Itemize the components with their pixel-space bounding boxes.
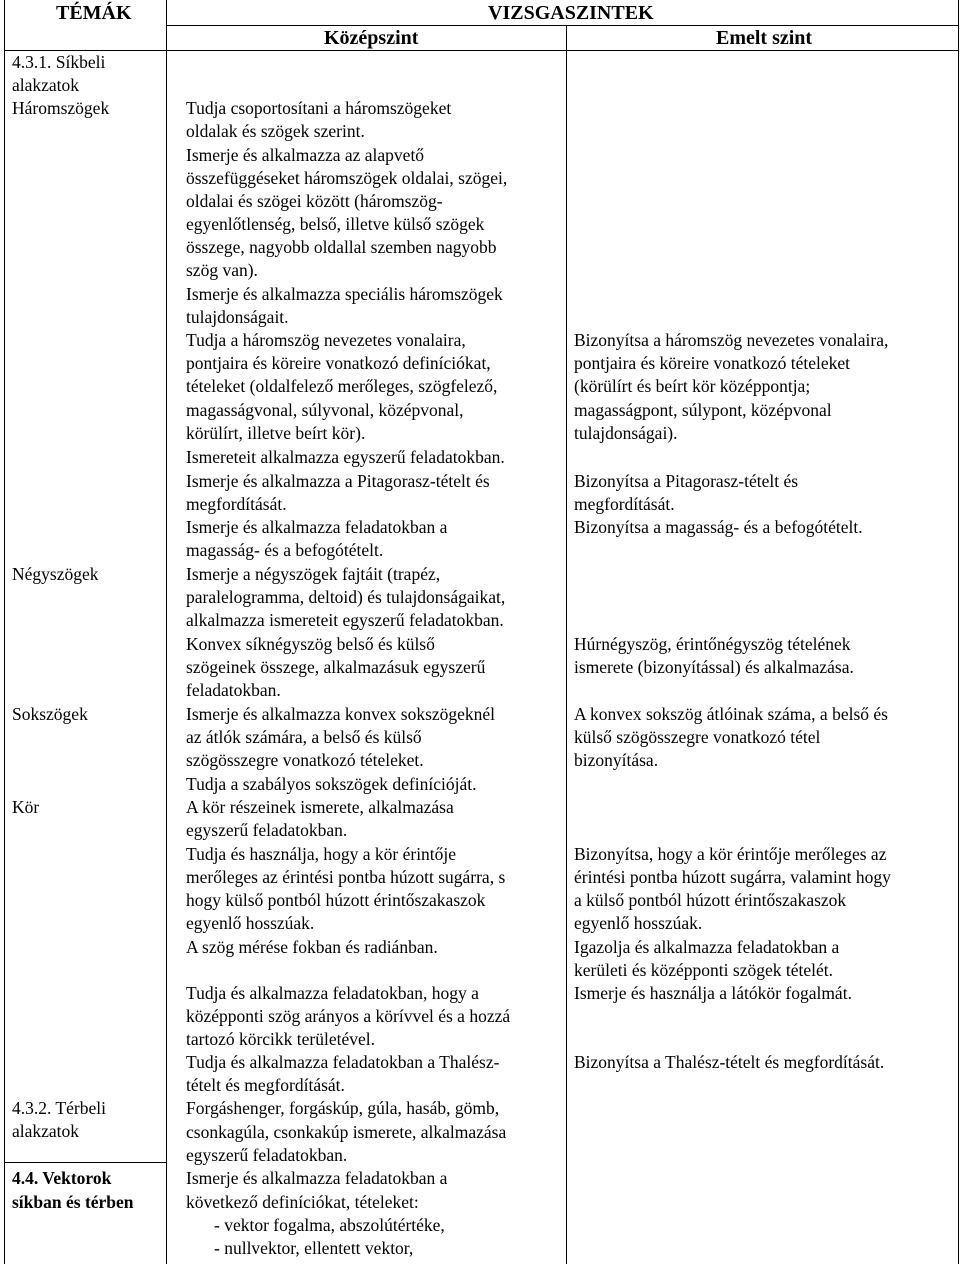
mid-level-line: középponti szög arányos a körívvel és a hozzá [186, 1006, 511, 1026]
mid-level-line: körülírt, illetve beírt kör). [186, 423, 366, 443]
advanced-level-line: Bizonyítsa a Thalész-tételt és megfordítását. [574, 1052, 885, 1072]
mid-level-line: megfordítását. [186, 494, 287, 514]
mid-level-line: Ismerje a négyszögek fajtáit (trapéz, [186, 564, 441, 584]
table-border-right [958, 0, 959, 1264]
mid-level-line: egyszerű feladatokban. [186, 1145, 348, 1165]
mid-level-line: Tudja és alkalmazza feladatokban a Thalész- [186, 1052, 500, 1072]
header-bottom [4, 50, 958, 51]
mid-level-line: egyenlő hosszúak. [186, 913, 315, 933]
mid-level-line: feladatokban. [186, 680, 281, 700]
mid-level-line: Ismerje és alkalmazza az alapvető [186, 145, 425, 165]
mid-level-line: Tudja és használja, hogy a kör érintője [186, 844, 457, 864]
advanced-level-line: Bizonyítsa a Pitagorasz-tételt és [574, 471, 799, 491]
mid-level-line: egyenlőtlenség, belső, illetve külső szögek [186, 214, 485, 234]
mid-level-line: Ismerje és alkalmazza konvex sokszögeknél [186, 704, 496, 724]
column-divider-topics [166, 0, 167, 1264]
section-divider [4, 1162, 166, 1163]
mid-level-line: Tudja a szabályos sokszögek definícióját. [186, 774, 477, 794]
mid-level-line: Ismereteit alkalmazza egyszerű feladatokban. [186, 447, 505, 467]
advanced-level-line: külső szögösszegre vonatkozó tétel [574, 727, 821, 747]
advanced-level-line: magasságpont, súlypont, középvonal [574, 400, 832, 420]
topic-label: Kör [12, 797, 40, 817]
mid-level-line: magasságvonal, súlyvonal, középvonal, [186, 400, 464, 420]
mid-level-line: összege, nagyobb oldallal szemben nagyobb [186, 237, 497, 257]
mid-level-line: oldalai és szögei között (háromszög- [186, 191, 443, 211]
mid-level-line: Tudja és alkalmazza feladatokban, hogy a [186, 983, 479, 1003]
mid-level-line: Tudja a háromszög nevezetes vonalaira, [186, 330, 466, 350]
mid-level-line: paralelogramma, deltoid) és tulajdonságaikat, [186, 587, 506, 607]
advanced-level-line: megfordítását. [574, 494, 675, 514]
header-advanced-level: Emelt szint [716, 27, 813, 49]
column-divider-levels [566, 25, 567, 1264]
mid-level-line: tulajdonságait. [186, 307, 289, 327]
mid-level-line: egyszerű feladatokban. [186, 820, 348, 840]
mid-level-line: hogy külső pontból húzott érintőszakaszok [186, 890, 486, 910]
mid-level-line: - nullvektor, ellentett vektor, [214, 1238, 414, 1258]
topic-label: síkban és térben [12, 1192, 134, 1212]
table-border-left [4, 0, 5, 1264]
topic-label: Háromszögek [12, 98, 110, 118]
advanced-level-line: kerületi és középponti szögek tételét. [574, 960, 834, 980]
mid-level-line: - vektor fogalma, abszolútértéke, [214, 1215, 445, 1235]
mid-level-line: merőleges az érintési pontba húzott sugárra, s [186, 867, 506, 887]
advanced-level-line: Bizonyítsa a magasság- és a befogótételt. [574, 517, 863, 537]
topic-label: 4.4. Vektorok [12, 1168, 112, 1188]
advanced-level-line: bizonyítása. [574, 750, 659, 770]
topic-label: Sokszögek [12, 704, 88, 724]
advanced-level-line: egyenlő hosszúak. [574, 913, 703, 933]
mid-level-line: magasság- és a befogótételt. [186, 540, 384, 560]
header-exam-levels: VIZSGASZINTEK [488, 2, 654, 24]
mid-level-line: tételeket (oldalfelező merőleges, szögfelező, [186, 376, 498, 396]
mid-level-line: csonkagúla, csonkakúp ismerete, alkalmazása [186, 1122, 507, 1142]
advanced-level-line: Húrnégyszög, érintőnégyszög tételének [574, 634, 851, 654]
mid-level-line: pontjaira és köreire vonatkozó definíciókat, [186, 353, 491, 373]
advanced-level-line: a külső pontból húzott érintőszakaszok [574, 890, 847, 910]
mid-level-line: A kör részeinek ismerete, alkalmazása [186, 797, 454, 817]
mid-level-line: Tudja csoportosítani a háromszögeket [186, 98, 452, 118]
header-mid-level: Középszint [324, 27, 419, 49]
mid-level-line: Ismerje és alkalmazza speciális háromszögek [186, 284, 503, 304]
mid-level-line: oldalak és szögek szerint. [186, 121, 365, 141]
advanced-level-line: A konvex sokszög átlóinak száma, a belső és [574, 704, 888, 724]
mid-level-line: A szög mérése fokban és radiánban. [186, 937, 438, 957]
mid-level-line: tételt és megfordítását. [186, 1075, 345, 1095]
advanced-level-line: Bizonyítsa, hogy a kör érintője merőleges az [574, 844, 887, 864]
mid-level-line: Forgáshenger, forgáskúp, gúla, hasáb, gömb, [186, 1098, 500, 1118]
mid-level-line: szög van). [186, 260, 258, 280]
advanced-level-line: Ismerje és használja a látókör fogalmát. [574, 983, 852, 1003]
header-topics: TÉMÁK [56, 2, 132, 24]
advanced-level-line: Bizonyítsa a háromszög nevezetes vonalaira, [574, 330, 889, 350]
advanced-level-line: (körülírt és beírt kör középpontja; [574, 376, 811, 396]
advanced-level-line: ismerete (bizonyítással) és alkalmazása. [574, 657, 854, 677]
mid-level-line: Ismerje és alkalmazza feladatokban a [186, 1168, 448, 1188]
mid-level-line: tartozó körcikk területével. [186, 1029, 376, 1049]
topic-label: alakzatok [12, 1121, 80, 1141]
advanced-level-line: érintési pontba húzott sugárra, valamint hogy [574, 867, 891, 887]
mid-level-line: az átlók számára, a belső és külső [186, 727, 422, 747]
mid-level-line: Konvex síknégyszög belső és külső [186, 634, 435, 654]
topic-label: alakzatok [12, 75, 80, 95]
advanced-level-line: tulajdonságai). [574, 423, 678, 443]
mid-level-line: Ismerje és alkalmazza a Pitagorasz-tételt és [186, 471, 490, 491]
topic-label: Négyszögek [12, 564, 99, 584]
mid-level-line: alkalmazza ismereteit egyszerű feladatokban. [186, 610, 504, 630]
mid-level-line: szögeinek összege, alkalmazásuk egyszerű [186, 657, 486, 677]
topic-label: 4.3.2. Térbeli [12, 1098, 106, 1118]
advanced-level-line: Igazolja és alkalmazza feladatokban a [574, 937, 840, 957]
advanced-level-line: pontjaira és köreire vonatkozó tételeket [574, 353, 850, 373]
mid-level-line: összefüggéseket háromszögek oldalai, szögei, [186, 168, 508, 188]
mid-level-line: következő definíciókat, tételeket: [186, 1192, 419, 1212]
mid-level-line: szögösszegre vonatkozó tételeket. [186, 750, 424, 770]
topic-label: 4.3.1. Síkbeli [12, 52, 106, 72]
mid-level-line: Ismerje és alkalmazza feladatokban a [186, 517, 448, 537]
header-divider [166, 25, 958, 26]
